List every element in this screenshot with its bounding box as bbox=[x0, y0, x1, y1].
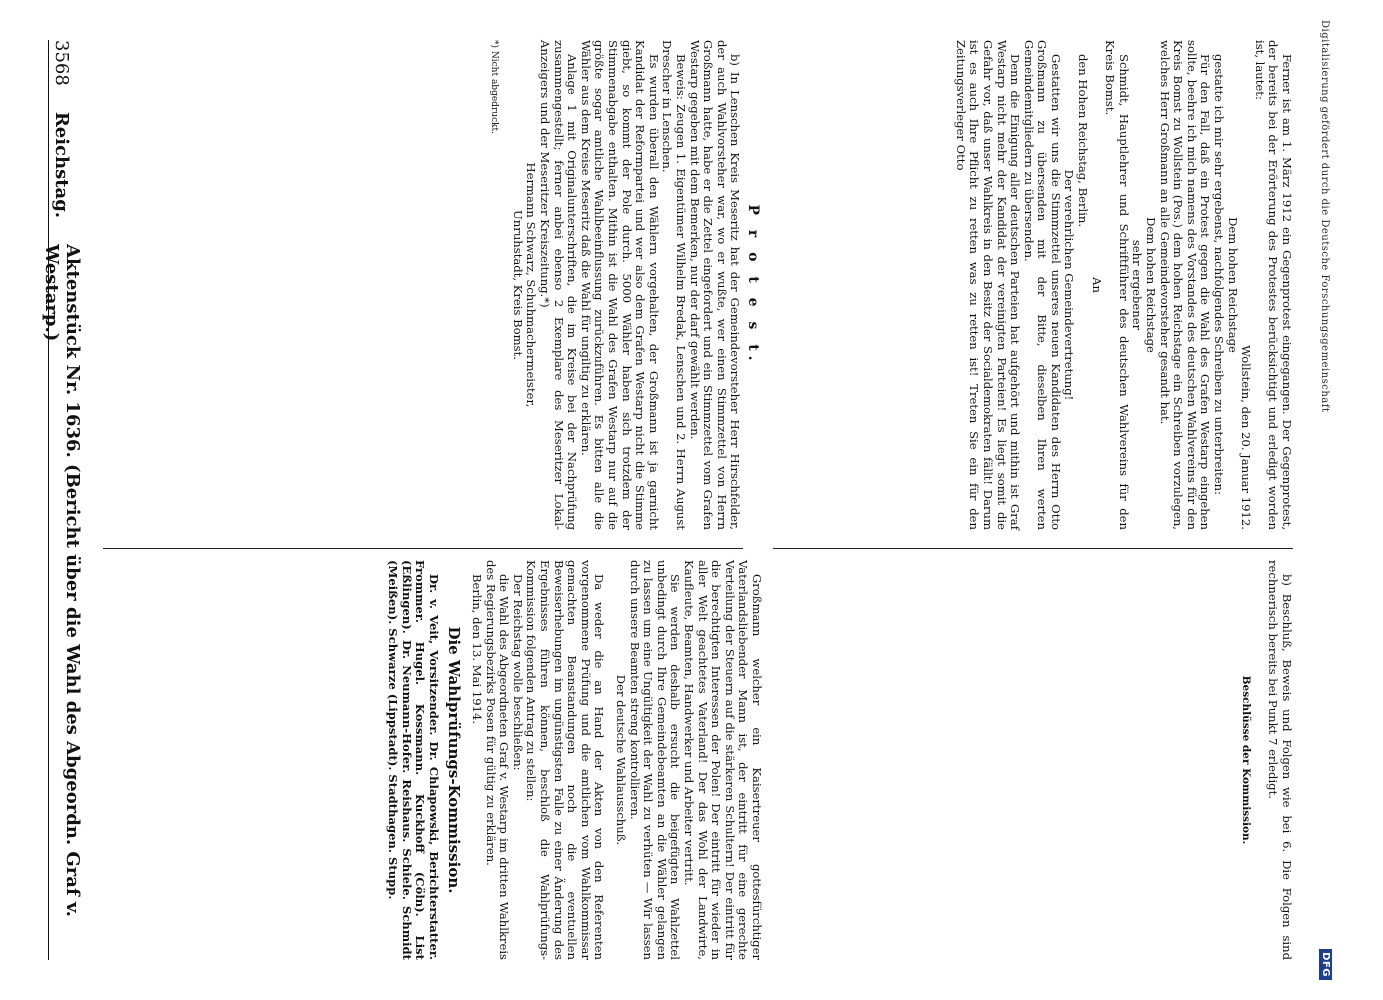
page-header bbox=[41, 40, 83, 960]
greeting: Der verehrlichen Gemeindevertretung! bbox=[1062, 169, 1077, 401]
resolution-text: die Wahl des Abgeordneten Graf v. Westarp im dritten Wahlkreis des Regierungsbezirks Posen für gültig zu erklären. bbox=[483, 560, 512, 960]
paragraph: Es wurden überall den Wählern vorgehalten, der Großmann ist ja garnicht Kandidat der Reformpartei und wer also dem Grafen Westarp nicht die Stimme giebt, so kommt der Pole durch. 5000 Wähler haben sich trotzdem der Stimmenabgabe enthalten. Mithin ist die Wahl des Grafen Westarp nur auf die größte sogar amtliche Wahlbeeinflussung zurückzuführen. Es bitten alle die Wähler aus dem Kreise Meseritz daß die Wahl für ungiltig zu erklären. bbox=[578, 40, 661, 530]
digitization-credit-line bbox=[1319, 20, 1349, 980]
column-right bbox=[1232, 560, 1293, 960]
member-list: Dr. v. Veit, Vorsitzender. Dr. Chlapowski, Berichterstatter. Frommer. Hugel. Kossmann. Kuckhoff (Cöln). List (Eßlingen). Dr. Neumann-Hofer. Reishaus. Schiele. Schmidt (Meißen). Schwarze (Lippstadt). Stadthagen. Stupp. bbox=[386, 560, 441, 960]
signature-place: Unruhstadt, Kreis Bomst. bbox=[510, 210, 525, 360]
signature-name: Hermann Schwarz, Schuhmachermeister, bbox=[524, 162, 539, 408]
section-heading: Beschlüsse der Kommission. bbox=[1239, 675, 1252, 845]
paragraph: Beweis: Zeugen 1. Eigentümer Wilhelm Bredak, Lenschen und 2. Herrn August Drescher in Lenschen. bbox=[660, 40, 689, 530]
paragraph: Sie werden deshalb ersucht die beigefügten Wahlzettel unbedingt durch Ihre Gemeindebeamten an die Wähler gelangen zu lassen um eine Ungültigkeit der Wahl zu verhüten — Wir lassen durch unsere Beamten streng kontrollieren. bbox=[627, 560, 683, 960]
paragraph: Anlage 1 mit Originalunterschriften, die im Kreise bei der Nachprüfung zusammengestellt; ferner anbei ebenso 2 Exemplare des Meseritzer Lokal-Anzeigers und der Meseritzer Kreiszeitung.*) bbox=[538, 40, 580, 530]
column-right-lower bbox=[386, 560, 763, 960]
paragraph: b) Beschluß, Beweis und Folgen wie bei 6. Die Folgen sind rechnerisch bereits bei Punkt 7 erledigt. bbox=[1266, 560, 1294, 960]
paragraph: Der Reichstag wolle beschließen: bbox=[510, 574, 525, 771]
page-number: 3568 bbox=[51, 40, 73, 86]
closing-line: Dem hohen Reichstage bbox=[1144, 217, 1159, 353]
footnote: *) Nicht abgedruckt. bbox=[489, 40, 500, 134]
paragraph: Da weder die an Hand der Akten von den Referenten vorgenommene Prüfung und die amtlichen vom Wahlkommissar gemachten Beanstandungen noch die eventuellen Beweiserhebungen im ungünstigsten Falle zu einer Änderung des Ergebnisses führen können, beschloß die Wahlprüfungs-Kommission folgenden Antrag zu stellen: bbox=[524, 560, 607, 960]
paragraph: b) In Lenschen Kreis Meseritz hat der Gemeindevorsteher Herr Hirschfelder, der auch Wahlvorsteher war, wo er wußte, wer einen Stimmzettel von Herrn Großmann hatte, habe er die Zettel eingefordert und ein Stimmzettel vom Grafen Westarp gegeben mit dem Bemerken, nur der darf gewählt werden. bbox=[687, 40, 743, 530]
column-divider bbox=[773, 548, 1293, 549]
paragraph: Ferner ist am 1. März 1912 ein Gegenprotest eingegangen. Der Gegenprotest, der bereits bei der Erörterung des Protestes berücksichtigt und erledigt worden ist, lautet: bbox=[1252, 40, 1294, 530]
paragraph: gestatte ich mir sehr ergebenst, nachfolgendes Schreiben zu unterbreiten: bbox=[1212, 54, 1227, 495]
address-line: An bbox=[1089, 277, 1104, 293]
commission-title: Die Wahlprüfungs-Kommission. bbox=[444, 626, 463, 894]
column-divider bbox=[103, 548, 743, 549]
address-line: den Hohen Reichstag, Berlin. bbox=[1076, 54, 1091, 228]
credit-text: Digitalisierung gefördert durch die Deutsche Forschungsgemeinschaft bbox=[1319, 20, 1330, 413]
column-left-lower bbox=[953, 40, 1293, 530]
header-left: Reichstag. bbox=[51, 111, 73, 219]
date-line: Berlin, den 13. Mai 1914. bbox=[470, 574, 485, 725]
header-title: Aktenstück Nr. 1636. (Bericht über die Wahl des Abgeordn. Graf v. Westarp.) bbox=[41, 244, 83, 917]
paragraph: Denn die Einigung aller deutschen Parteien hat aufgehört und mithin ist Graf Westarp nicht mehr der Kandidat der vereinigten Parteien! Es liegt somit die Gefahr vor, daß unser Wahlkreis in den Besitz der Socialdemokraten fällt! Darum ist es auch Ihre Pflicht zu retten was zu retten ist! Treten Sie ein für den Zeitungsverleger Otto bbox=[953, 40, 1023, 530]
closing-line: sehr ergebener bbox=[1130, 239, 1145, 331]
paragraph: Großmann welcher ein Kaisertreuer gottesfürchtiger Vaterlandsliebender Mann ist, der eintritt für eine gerechte Verteilung der Steuern auf die stärkeren Schultern! Der eintritt für die berechtigten Interessen der Polen! Der eintritt für wieder in aller Welt geachtetes Vaterland! Der das Wohl der Landwirte, Kaufleute, Beamten, Handwerker und Arbeiter vertritt. bbox=[682, 560, 764, 960]
dfg-logo: DFG bbox=[1319, 949, 1332, 980]
column-left-upper bbox=[487, 40, 763, 530]
paragraph: Gestatten wir uns die Stimmzettel unseres neuen Kandidaten des Herrn Otto Großmann zu übersenden mit der Bitte, dieselben Ihren werten Gemeindemitgliedern zu übersenden. bbox=[1021, 40, 1063, 530]
signature: Schmidt, Hauptlehrer und Schriftführer des deutschen Wahlvereins für den Kreis Bomst. bbox=[1103, 40, 1131, 530]
date-line: Wollstein, den 20. Januar 1912. bbox=[1239, 345, 1254, 530]
signature: Der deutsche Wahlausschuß. bbox=[614, 674, 629, 846]
protest-heading: P r o t e s t. bbox=[745, 204, 761, 366]
paragraph: Für den Fall, daß ein Protest gegen die Wahl des Grafen Westarp eingehen sollte, beehre ich mich namens des Vorstandes des deutschen Wahlvereins für den Kreis Bomst zu Wollstein (Pos.) dem hohen Reichstage ein Schreiben vorzulegen, welches Herr Großmann an alle Gemeindevorsteher gesandt hat. bbox=[1157, 40, 1213, 530]
salutation: Dem hohen Reichstage bbox=[1225, 217, 1240, 353]
